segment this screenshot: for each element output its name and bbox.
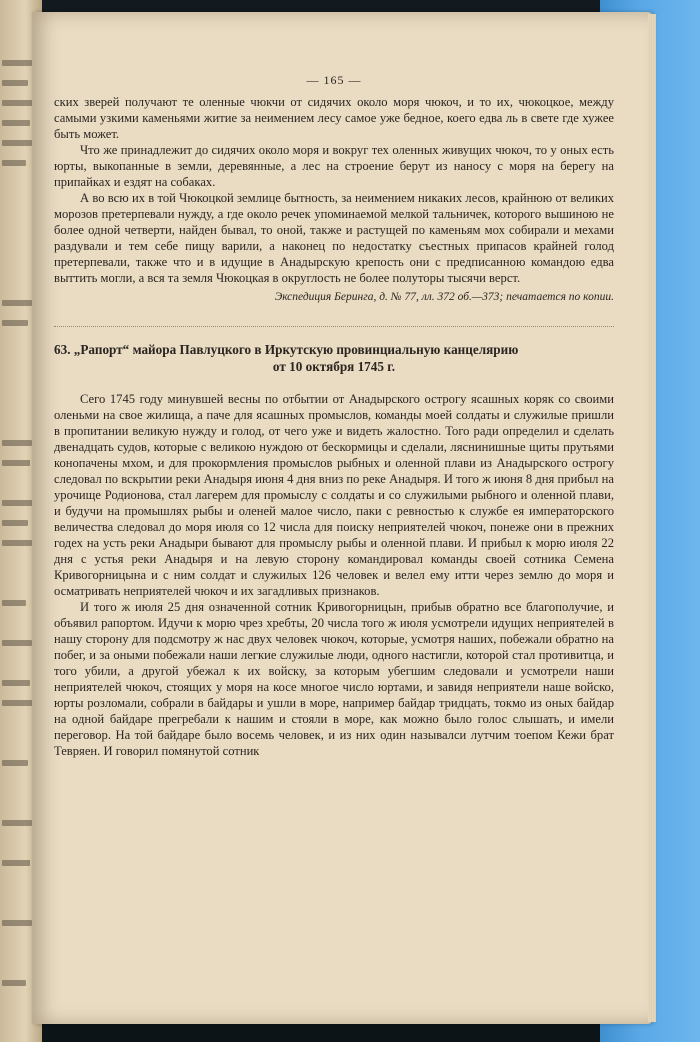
paragraph: Сего 1745 году минувшей весны по отбытии от Анадырского острогу ясашных коряк со своими оленьми на свое жилища, а паче для ясашных промыслов, команды моей солдаты и служилые пришли в пропитании великую нужду и голод, от чего уже и видеть жалостно. Того ради определил и сделать двенадцать судов, которые с великою нуждою от бескормицы и сделали, ляснинишные щиты прутьями конопачены мхом, и для прокормления промыслов рыбных и оленной плави из Анадырского острогу следовал по вскрытии реки Анадыря июня 4 дня вниз по реке Анадыря. И того ж июня 8 дня прибыл на урочище Родионова, стал лагерем для промыслу с солдаты и со служилыми рыбного и оленной плави, и будучи на промышлях рыбы и оленей малое число, паки с ревностью к службе ея императорского величества следовал до моря июля со 12 числа для поиску неприятелей чюкоч, понеже они в прежних годех на усть реки Анадыри бывают для промыслу рыбы и оленной плави. И прибыл к морю июля 22 дня с устья реки Анадыря и на левую сторону командировал команды своей сотника Семена Кривогорницына и с ним солдат и служилых 126 человек и велел ему итти через землю до моря и осматривать неприятелей чюкоч и их загадливых признаков. <box>54 392 614 598</box>
paragraph: ских зверей получают те оленные чюкчи от сидячих около моря чюкоч, и то их, чюкоцкое, между самыми узкими каменьями житие за неимением лесу самое уже бедное, коего едва ль в свете где хужее быть может. <box>54 95 614 141</box>
book-page <box>32 12 652 1024</box>
paragraph: И того ж июля 25 дня означенной сотник Кривогорницын, прибыв обратно все благополучие, и объявил рапортом. Идучи к морю чрез хребты, 20 числа того ж июля усмотрели идущих неприятелей в нашу сторону для подсмотру ж нас двух человек чюкоч, которые, усмотря наших, побежали обратно на побег, и за оными побежали наши легкие служилые люди, одного настигли, которой стал противитца, и того убили, а другой убежал к их войску, за которым убегшим следовали и усмотрели наши неприятелей чюкоч, стоящих у моря на косе многое число юртами, и завидя неприятели наше войско, юрты розломали, собрали в байдары и ушли в море, например байдар тридцать, токмо из оных байдар на одной байдаре прегребали к нашим и стояли в море, как можно было голос слышать, и имели переговор. На той байдаре было восемь человек, и из них один называлси лутчим тоепом Кежи брат Тевряен. И говорил помянутой сотник <box>54 600 614 758</box>
paragraph: Что же принадлежит до сидячих около моря и вокруг тех оленных живущих чюкоч, то у оных есть юрты, выкопанные в земли, деревянные, а лес на строение берут из наносу с моря на берегу на припайках и ездят на собаках. <box>54 143 614 189</box>
heading-title: 63. „Рапорт“ майора Павлуцкого в Иркутскую провинциальную канцелярию <box>54 342 519 357</box>
page-content <box>54 72 614 759</box>
source-attribution: Экспедиция Беринга, д. № 77, лл. 372 об.—373; печатается по копии. <box>274 291 614 303</box>
page-number: — 165 — <box>306 73 362 87</box>
heading-date: от 10 октября 1745 г. <box>272 359 396 374</box>
section-divider <box>54 326 614 329</box>
document-heading <box>54 341 614 375</box>
page-stack-edge <box>648 14 656 1022</box>
paragraph: А во всю их в той Чюкоцкой землице бытность, за неимением никаких лесов, крайнюю от великих морозов претерпевали нужду, а где около речек упоминаемой мелкой тальничек, которого вышиною не более одной четверти, найден бывал, то оной, также и растущей по каменьям мох собирали и мехами раздували и тем себе пищу варили, а наконец по недостатку съестных припасов крайней голод претерпевали, также что и в идущие в Анадырскую крепость они с предписанною командою едва выттить могли, а вся та земля Чюкоцкая в округлость не более полуторы тысячи верст. <box>54 191 614 285</box>
